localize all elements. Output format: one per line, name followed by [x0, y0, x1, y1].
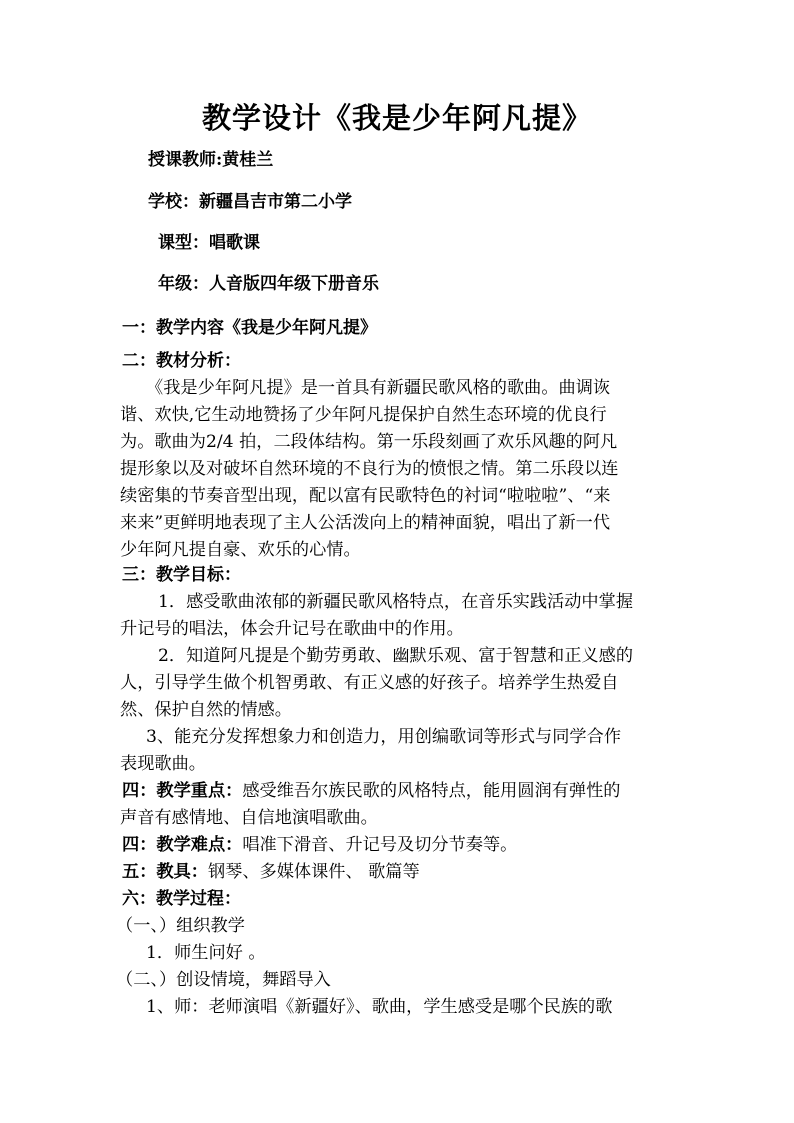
section-analysis-heading: 二：教材分析： [122, 351, 241, 371]
school-line: 学校：新疆昌吉市第二小学 [148, 192, 352, 212]
key-points-line: 声音有感情地、自信地演唱歌曲。 [120, 808, 378, 828]
analysis-line: 少年阿凡提自豪、欢乐的心情。 [120, 540, 361, 560]
analysis-line: 《我是少年阿凡提》是一首具有新疆民歌风格的歌曲。曲调诙 [146, 378, 611, 398]
goals-line: 表现歌曲。 [120, 754, 206, 774]
goals-line: 人，引导学生做个机智勇敢、有正义感的好孩子。培养学生热爱自 [120, 673, 619, 693]
analysis-line: 来来”更鲜明地表现了主人公活泼向上的精神面貌，唱出了新一代 [120, 513, 611, 533]
grade-line: 年级：人音版四年级下册音乐 [158, 274, 379, 294]
key-points-line [122, 779, 620, 803]
tools-label: 五：教具： [122, 862, 208, 882]
analysis-line: 续密集的节奏音型出现，配以富有民歌特色的衬词“啦啦啦”、“来 [120, 486, 611, 506]
process-line: （一、）组织教学 [116, 916, 245, 936]
process-line: 1、师：老师演唱《新疆好》、歌曲，学生感受是哪个民族的歌 [146, 997, 613, 1017]
process-line: 1．师生问好 。 [146, 943, 266, 963]
analysis-line: 为。歌曲为2/4 拍，二段体结构。第一乐段刻画了欢乐风趣的阿凡 [120, 432, 618, 452]
key-points-label: 四：教学重点： [122, 781, 243, 801]
key-points-text: 感受维吾尔族民歌的风格特点，能用圆润有弹性的 [242, 781, 621, 801]
goals-line: 3、能充分发挥想象力和创造力，用创编歌词等形式与同学合作 [146, 727, 622, 747]
section-goals-heading: 三：教学目标： [122, 565, 241, 585]
goals-line: 1．感受歌曲浓郁的新疆民歌风格特点，在音乐实践活动中掌握 [158, 592, 634, 612]
section-process-heading: 六：教学过程： [122, 889, 241, 909]
document-title: 教学设计《我是少年阿凡提》 [201, 101, 592, 135]
goals-line: 升记号的唱法，体会升记号在歌曲中的作用。 [120, 619, 464, 639]
analysis-line: 谐、欢快,它生动地赞扬了少年阿凡提保护自然生态环境的优良行 [120, 405, 607, 425]
tools-text: 钢琴、多媒体课件、 歌篇等 [207, 862, 420, 882]
lesson-type-line: 课型：唱歌课 [158, 233, 260, 253]
difficulty-label: 四：教学难点： [122, 835, 243, 855]
teacher-line: 授课教师:黄桂兰 [148, 150, 274, 170]
difficulty-text: 唱准下滑音、升记号及切分节奏等。 [242, 835, 518, 855]
analysis-line: 提形象以及对破坏自然环境的不良行为的愤恨之情。第二乐段以连 [120, 459, 619, 479]
difficulty-line [122, 833, 517, 857]
tools-line [122, 860, 420, 884]
process-line: （二、）创设情境，舞蹈导入 [116, 970, 331, 990]
section-content-heading: 一：教学内容《我是少年阿凡提》 [122, 318, 377, 338]
goals-line: 然、保护自然的情感。 [120, 700, 292, 720]
goals-line: 2．知道阿凡提是个勤劳勇敢、幽默乐观、富于智慧和正义感的 [158, 646, 634, 666]
